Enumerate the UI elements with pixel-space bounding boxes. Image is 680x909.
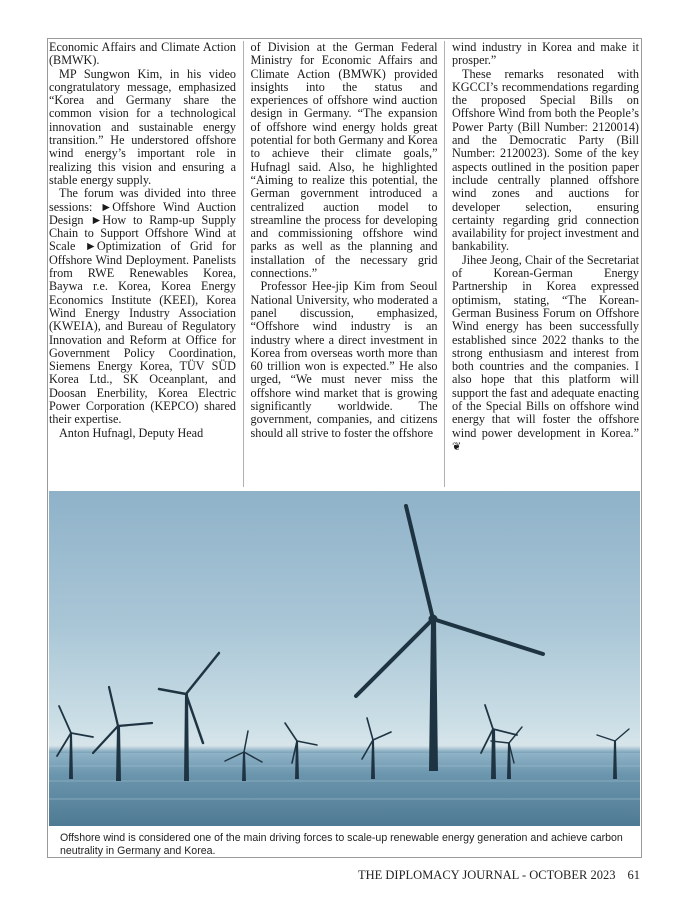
paragraph-text: Jihee Jeong, Chair of the Secretariat of Korean-German Energy Partnership in Korea expressed optimism, stating, “The Korean-German Business Forum on Offshore Wind energy has been successfully established since 2022 thanks to the strong enthusiasm and interest from both countries and the companies. I also hope that this platform will support the fast and adequate enacting of the Special Bills on offshore wind energy that will foster the offshore wind power development in Korea.”	[452, 252, 639, 440]
publication-name: THE DIPLOMACY JOURNAL - OCTOBER 2023	[357, 868, 616, 882]
page-footer	[358, 868, 640, 883]
paragraph: Economic Affairs and Climate Action (BMWK).	[49, 41, 236, 68]
paragraph	[452, 254, 639, 454]
photo-caption: Offshore wind is considered one of the main driving forces to scale-up renewable energy generation and achieve carbon neutrality in Germany and Korea.	[60, 832, 623, 857]
offshore-wind-photo	[49, 491, 640, 826]
article-column-1	[49, 41, 236, 487]
paragraph: The forum was divided into three sessions: ►Offshore Wind Auction Design ►How to Ramp-up Supply Chain to Support Offshore Wind at Scale ►Optimization of Grid for Offshore Wind Deployment. Panelists from RWE Renewables Korea, Baywa r.e. Korea, Korea Energy Economics Institute (KEEI), Korea Wind Energy Industry Association (KWEIA), and Bureau of Regulatory Innovation and Reform at Office for Government Policy Coordination, Siemens Energy Korea, TÜV SÜD Korea Ltd., SK Oceanplant, and Doosan Enerbility, Korea Electric Power Corporation (KEPCO) shared their expertise.	[49, 186, 236, 427]
column-divider	[243, 41, 244, 487]
page-number: 61	[627, 868, 640, 882]
turbine-large	[356, 506, 543, 771]
wind-turbines-illustration	[49, 491, 640, 826]
paragraph: These remarks resonated with KGCCI’s recommendations regarding the proposed Special Bills on Offshore Wind from both the People’s Power Party (Bill Number: 2120014) and the Democratic Party (Bill Number: 2120023). Some of the key aspects outlined in the position paper include centrally planned offshore wind zones and auctions for developer selection, ensuring certainty regarding grid connection availability for project investment and bankability.	[452, 66, 639, 254]
article-column-2	[251, 41, 438, 487]
paragraph: wind industry in Korea and make it prosper.”	[452, 41, 639, 68]
end-mark-icon: ❦	[452, 440, 462, 453]
article-column-3	[452, 41, 639, 487]
column-divider	[444, 41, 445, 487]
paragraph: of Division at the German Federal Ministry for Economic Affairs and Climate Action (BMWK) provided insights into the status and experiences of offshore wind auction design in Germany. “The expansion of offshore wind energy holds great potential for both Germany and Korea to achieve their climate goals,” Hufnagl said. Also, he highlighted “Aiming to realize this potential, the German government introduced a centralized auction model to streamline the process for developing and commissioning offshore wind parks as well as the planning and installation of the necessary grid connections.”	[250, 41, 438, 281]
paragraph: Anton Hufnagl, Deputy Head	[59, 425, 204, 440]
article-body	[49, 41, 639, 487]
paragraph: Professor Hee-jip Kim from Seoul National University, who moderated a panel discussion, emphasized, “Offshore wind industry is an industry where a direct investment in Korea from overseas worth more than 60 trillion won is expected.” He also urged, “We must never miss the offshore wind market that is growing significantly worldwide. The government, companies, and citizens should all strive to foster the offshore	[250, 279, 438, 440]
paragraph: MP Sungwon Kim, in his video congratulatory message, emphasized “Korea and Germany share the common vision for a technological innovation and sustainable energy transition.” He understored offshore wind energy’s important role in realizing this vision and ensuring a stable energy supply.	[49, 66, 236, 187]
sea	[49, 753, 640, 826]
